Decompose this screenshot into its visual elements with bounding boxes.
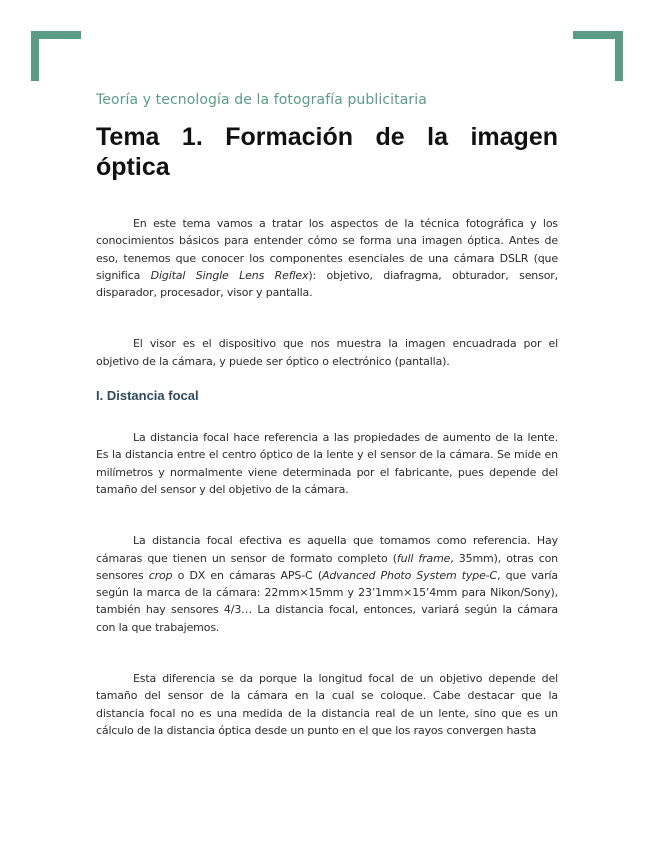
- section-heading: I. Distancia focal: [96, 388, 199, 404]
- paragraph-text: En este tema vamos a tratar los aspectos de la técnica fotográfica y los conocimientos básicos para entender cómo se forma una imagen óptica. Antes de eso, tenemos que conocer los componentes esenciales de una cámara DSLR (que significa: [96, 217, 558, 282]
- emphasis-text: full frame: [396, 551, 451, 565]
- paragraph-visor: El visor es el dispositivo que nos muestra la imagen encuadrada por el objetivo de la cámara, y puede ser óptico o electrónico (pantalla).: [96, 337, 558, 368]
- paragraph-intro: [96, 215, 558, 301]
- paragraph-focal-definition: La distancia focal hace referencia a las propiedades de aumento de la lente. Es la distancia entre el centro óptico de la lente y el sensor de la cámara. Se mide en milímetros y normalmente viene determinada por el fabricante, pues depende del tamaño del sensor y del objetivo de la cámara.: [96, 431, 558, 496]
- paragraph-focal-difference: Esta diferencia se da porque la longitud focal de un objetivo depende del tamaño del sensor de la cámara en la cual se coloque. Cabe destacar que la distancia focal no es una medida de la distancia real de un lente, sino que es un cálculo de la distancia óptica desde un punto en el que los rayos convergen hasta: [96, 672, 558, 737]
- paragraph-text: La distancia focal efectiva es aquella que tomamos como referencia. Hay cámaras que tienen un sensor de formato completo (: [96, 534, 558, 565]
- paragraph-text: , 35mm), otras con sensores: [96, 551, 558, 582]
- paragraph-text: ): objetivo, diafragma, obturador, sensor, disparador, procesador, visor y pantalla.: [96, 268, 559, 300]
- page-title: Tema 1. Formación de la imagen óptica: [96, 123, 558, 181]
- paragraph-focal-effective: [96, 532, 558, 636]
- emphasis-text: Advanced Photo System type-C: [321, 568, 498, 582]
- paragraph-text: , que varía según la marca de la cámara: 22mm×15mm y 23’1mm×15’4mm para Nikon/Sony), también hay sensores 4/3… La distancia focal, entonces, variará según la cámara con la que trabajemos.: [96, 568, 558, 634]
- emphasis-text: Digital Single Lens Reflex: [150, 268, 309, 282]
- corner-bracket-top-left: [31, 31, 81, 81]
- paragraph-text: o DX en cámaras APS-C (: [172, 568, 322, 582]
- page-content: [96, 92, 558, 739]
- course-subject: Teoría y tecnología de la fotografía publicitaria: [96, 92, 427, 108]
- emphasis-text: crop: [148, 568, 173, 582]
- corner-bracket-top-right: [573, 31, 623, 81]
